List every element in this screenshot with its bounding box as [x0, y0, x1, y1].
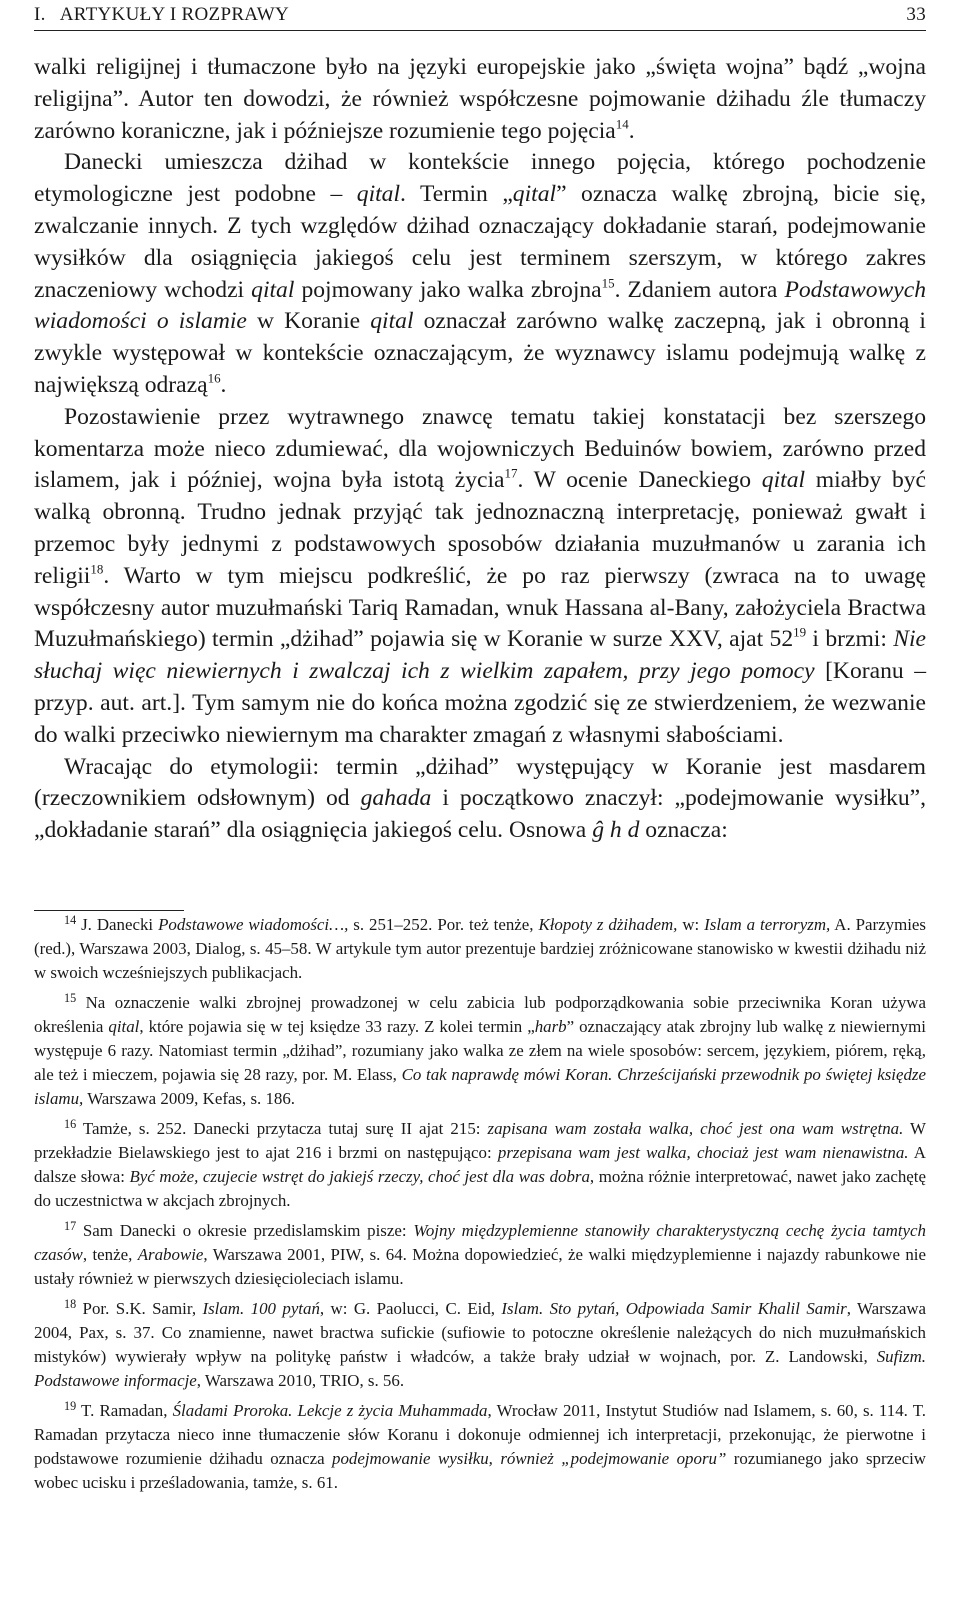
italic-span: Arabowie [137, 1245, 204, 1264]
text-span: , można różnie interpretować, nawet jako zachętę do uczestnictwa w akcjach zbrojnych. [34, 1167, 926, 1210]
text-span: T. Ramadan, [76, 1401, 173, 1420]
section-title: I. ARTYKUŁY I ROZPRAWY [34, 4, 290, 25]
footnote-ref[interactable]: 14 [615, 115, 629, 131]
footnote-number: 15 [64, 990, 77, 1005]
italic-span: zapisana wam została walka, choć jest ona wam wstrętna. [487, 1119, 904, 1138]
text-span: A. Parzymies (red.), Warszawa 2003, Dialog, s. 45–58. W artykule tym autor prezentuje bardziej zróżnicowane stanowisko w kwestii dżihadu niż w swoich wcześniejszych publikacjach. [34, 915, 926, 982]
italic-span: qital [370, 308, 414, 335]
italic-span: qital [761, 467, 806, 494]
footnotes [34, 913, 926, 1501]
paragraph [34, 52, 926, 147]
footnote-ref[interactable]: 19 [793, 624, 807, 640]
italic-span: qital [356, 181, 401, 208]
italic-span: gahada [360, 785, 432, 812]
text-span: . Zdaniem autora [614, 276, 785, 303]
text-span: . Warto w tym miejscu podkreślić, że po raz pierwszy (zwraca na to uwagę współczesny autor muzułmański Tariq Ramadan, wnuk Hassana al-Bany, założyciela Bractwa Muzułmańskiego) termin „dżihad” pojawia się w Koranie w surze XXV, ajat 52 [34, 562, 926, 653]
text-span: rozumianego jako sprzeciw wobec ucisku i prześladowania, tamże, s. 61. [34, 1449, 926, 1492]
footnote-number: 17 [64, 1218, 77, 1233]
text-span: ” oznacza walkę zbrojną, bicie się, zwalczanie innych. Z tych względów dżihad oznaczający dokładanie starań, podejmowanie wysiłków dla osiągnięcia jakiegoś celu jest terminem szerszym, w którego zakres znaczeniowy wchodzi [34, 181, 926, 303]
text-span: oznaczał zarówno walkę zaczepną, jak i obronną i zwykle występował w kontekście oznaczającym, że wyznawcy islamu podejmują walkę z największą odrazą [34, 308, 926, 398]
text-span: i początkowo znaczył: „podejmowanie wysiłku”, „dokładanie starań” dla osiągnięcia jakiegoś celu. Osnowa [34, 785, 926, 844]
text-span: Pozostawienie przez wytrawnego znawcę tematu takiej konstatacji bez szerszego komentarza może nieco zdumiewać, dla wojowniczych Beduinów bowiem, zarówno przed islamem, jak i później, wojna była istotą życia [34, 403, 926, 494]
italic-span: Podstawowe wiadomości…, [158, 915, 349, 934]
italic-span: Śladami Proroka. Lekcje z życia Muhammada [172, 1401, 488, 1420]
text-span: , Warszawa 2001, PIW, s. 64. Można dopowiedzieć, że walki międzyplemienne i najazdy rabunkowe nie ustały również w pierwszych dziesięcioleciach islamu. [34, 1245, 926, 1288]
footnote-number: 19 [64, 1398, 77, 1413]
footnote-number: 16 [64, 1116, 77, 1131]
italic-span: ĝ h d [592, 817, 640, 844]
text-span: , Wrocław 2011, Instytut Studiów nad Islamem, s. 60, s. 114. T. Ramadan przytacza nieco inne tłumaczenie słów Koranu i dokonuje odmiennej ich interpretacji, przekonując, że pierwotne i podstawowe rozumienie dżihadu oznacza [34, 1401, 926, 1468]
footnote [34, 913, 926, 985]
main-text [34, 52, 926, 847]
italic-span: harb [534, 1017, 567, 1036]
text-span: ” oznaczający atak zbrojny lub walkę z niewiernymi występuje 6 razy. Natomiast termin „dżihad”, rozumiany jako walka ze złem na wiele sposobów: sercem, językiem, piórem, ręką, ale też i mieczem, pojawia się 28 razy, por. M. Elass, [34, 1017, 926, 1084]
text-span: i brzmi: [806, 626, 894, 653]
italic-span: Podstawowych wiadomości o islamie [34, 276, 926, 335]
text-span: Sam Danecki o okresie przedislamskim pisze: [76, 1221, 414, 1240]
text-span: [Koranu – przyp. aut. art.]. Tym samym nie do końca można zgodzić się ze stwierdzeniem, że wezwanie do walki przeciwko niewiernym ma charakter zmagań z własnymi słabościami. [34, 658, 926, 748]
footnote-ref[interactable]: 15 [601, 274, 615, 290]
italic-span: Co tak naprawdę mówi Koran. Chrześcijański przewodnik po świętej księdze islamu, [34, 1065, 926, 1108]
footnote [34, 1117, 926, 1213]
footnote-separator [34, 910, 184, 911]
text-span: , w: G. Paolucci, C. Eid, [319, 1299, 502, 1318]
text-span: oznacza: [639, 817, 728, 844]
italic-span: podejmowanie wysiłku, również „podejmowanie oporu” [332, 1449, 727, 1468]
running-header [34, 0, 926, 31]
text-span: J. Danecki [76, 915, 159, 934]
text-span: . W ocenie Daneckiego [517, 467, 762, 494]
footnote [34, 991, 926, 1111]
footnote-number: 14 [64, 912, 77, 927]
text-span: A dalsze słowa: [34, 1143, 927, 1186]
footnote [34, 1399, 926, 1495]
italic-span: qital [108, 1017, 140, 1036]
italic-span: Wojny międzyplemienne stanowiły charakterystyczną cechę życia tamtych czasów [34, 1221, 926, 1264]
italic-span: Islam. Sto pytań, Odpowiada Samir Khalil Samir [501, 1299, 847, 1318]
text-span: pojmowany jako walka zbrojna [294, 276, 602, 303]
italic-span: qital [512, 181, 557, 208]
paragraph [34, 752, 926, 847]
italic-span: Sufizm. Podstawowe informacje [34, 1347, 926, 1390]
footnote-ref[interactable]: 18 [90, 561, 104, 577]
text-span: Na oznaczenie walki zbrojnej prowadzonej w celu zabicia lub podporządkowania sobie przeciwnika Koran używa określenia [34, 993, 926, 1036]
text-span: . [220, 371, 227, 398]
page-number: 33 [906, 4, 926, 25]
text-span: , Warszawa 2004, Pax, s. 37. Co znamienne, nawet bractwa sufickie (sufiowie to potoczne określenie należących do nich muzułmańskich mistyków) wywierały wpływ na politykę państw i władców, a także brały udział w wojnach, por. Z. Landowski, [34, 1299, 927, 1366]
text-span: walki religijnej i tłumaczone było na języki europejskie jako „święta wojna” bądź „wojna religijna”. Autor ten dowodzi, że również współczesne pojmowanie dżihadu źle tłumaczy zarówno koraniczne, jak i późniejsze rozumienie tego pojęcia [34, 54, 926, 144]
text-span: s. 251–252. Por. też tenże, [348, 915, 539, 934]
italic-span: Kłopoty z dżihadem, [538, 915, 678, 934]
text-span: W przekładzie Bielawskiego jest to ajat 216 i brzmi on następująco: [34, 1119, 926, 1162]
footnote-ref[interactable]: 17 [504, 465, 518, 481]
italic-span: Nie słuchaj więc niewiernych i zwalczaj ich z wielkim zapałem, przy jego pomocy [34, 626, 927, 685]
text-span: Warszawa 2009, Kefas, s. 186. [83, 1089, 296, 1108]
italic-span: Islam. 100 pytań [202, 1299, 320, 1318]
text-span: Por. S.K. Samir, [76, 1299, 203, 1318]
italic-span: Być może, czujecie wstręt do jakiejś rzeczy, choć jest dla was dobra [129, 1167, 590, 1186]
text-span: , Warszawa 2010, TRIO, s. 56. [196, 1371, 405, 1390]
text-span: w: [677, 915, 705, 934]
paragraph [34, 147, 926, 401]
text-span: miałby być walką obronną. Trudno jednak przyjąć tak jednoznaczną interpretację, ponieważ gwałt i przemoc były jednymi z podstawowych sposobów działania muzułmanów u zarania ich religii [34, 467, 927, 589]
footnote [34, 1219, 926, 1291]
text-span: , tenże, [82, 1245, 138, 1264]
paragraph [34, 402, 926, 752]
text-span: Wracając do etymologii: termin „dżihad” występujący w Koranie jest masdarem (rzeczownikiem odsłownym) od [34, 753, 926, 812]
italic-span: qital [251, 276, 295, 303]
italic-span: Islam a terroryzm, [704, 915, 831, 934]
footnote-number: 18 [64, 1296, 77, 1311]
text-span: Tamże, s. 252. Danecki przytacza tutaj surę II ajat 215: [76, 1119, 488, 1138]
footnote-ref[interactable]: 16 [207, 370, 221, 386]
text-span: . [628, 117, 635, 144]
text-span: . Termin „ [400, 181, 513, 208]
footnote [34, 1297, 926, 1393]
text-span: Danecki umieszcza dżihad w kontekście innego pojęcia, którego pochodzenie etymologiczne jest podobne – [34, 149, 926, 208]
text-span: w Koranie [246, 308, 371, 335]
text-span: , które pojawia się w tej księdze 33 razy. Z kolei termin „ [139, 1017, 535, 1036]
italic-span: przepisana wam jest walka, chociaż jest wam nienawistna. [497, 1143, 909, 1162]
